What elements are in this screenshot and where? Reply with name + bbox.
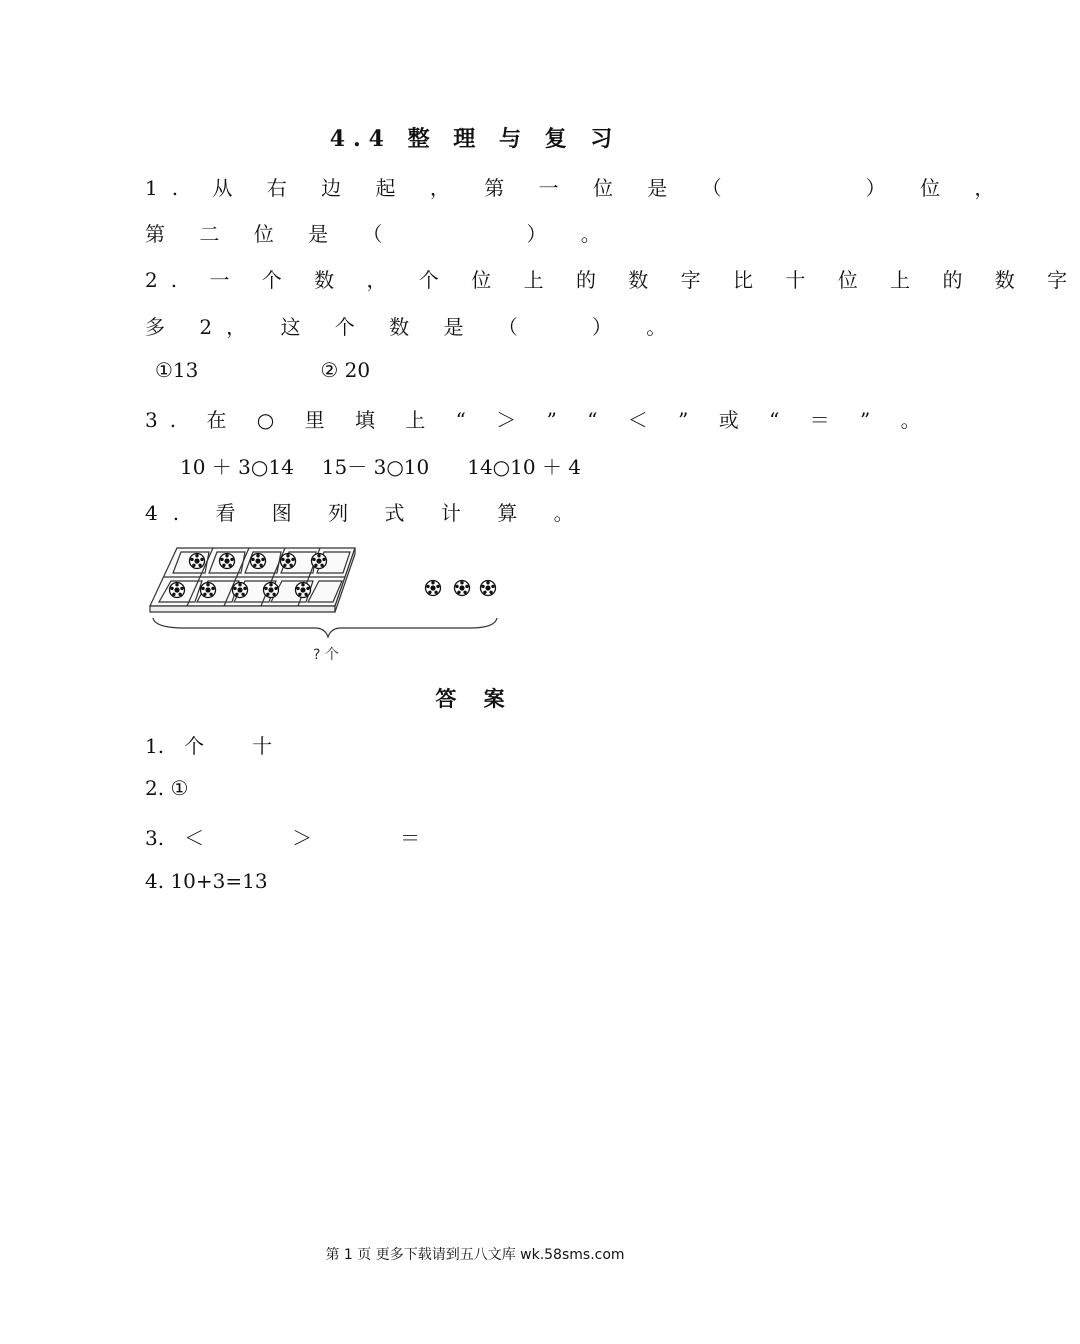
q1-line2-text: 第 二 位 是 （ <box>145 222 397 246</box>
answers-heading: 答 案 <box>435 686 515 711</box>
answer-3-v3: ＝ <box>400 826 421 850</box>
q2-options <box>155 358 805 382</box>
answer-1-prefix: 1. <box>145 734 165 758</box>
answer-1-v2: 十 <box>252 734 273 758</box>
q3-expr3: 14○10 ＋ 4 <box>467 455 582 479</box>
q2-option1: ①13 <box>155 358 199 382</box>
q1-line1-text: 1. 从 右 边 起 ， 第 一 位 是 （ <box>145 176 736 200</box>
q3-line1: 3. 在 ○ 里 填 上 “ ＞ ” “ ＜ ” 或 “ ＝ ” 。 <box>145 408 933 432</box>
curly-brace <box>153 618 497 637</box>
answer-2: 2. ① <box>145 776 189 800</box>
q2-line2-end: ） 。 <box>591 315 681 339</box>
loose-balls <box>426 581 496 596</box>
answer-1-v1: 个 <box>184 734 205 758</box>
page-title: 4.4 整 理 与 复 习 <box>329 126 621 152</box>
q1-line2-end: ） 。 <box>526 222 615 246</box>
figure-label: ? 个 <box>313 647 339 663</box>
q3-expressions <box>180 451 830 480</box>
q2-line2 <box>145 311 795 340</box>
q4-figure <box>145 540 515 670</box>
answer-3-v1: ＜ <box>184 826 205 850</box>
q1-line1 <box>145 172 1009 201</box>
answer-3-prefix: 3. <box>145 826 165 850</box>
answer-1 <box>145 730 795 759</box>
q2-line1: 2. 一 个 数 ， 个 位 上 的 数 字 比 十 位 上 的 数 字 <box>145 268 1080 292</box>
q1-line1-end: ） 位 ， <box>865 176 1009 200</box>
q2-option2: ② 20 <box>320 358 371 382</box>
q2-line2-text: 多 2， 这 个 数 是 （ <box>145 315 532 339</box>
q3-expr2: 15－ 3○10 <box>321 455 430 479</box>
q4-line1: 4. 看 图 列 式 计 算 。 <box>145 501 589 525</box>
q3-expr1: 10 ＋ 3○14 <box>180 455 294 479</box>
q1-line2 <box>145 218 795 247</box>
page-footer: 第 1 页 更多下载请到五八文库 wk.58sms.com <box>325 1247 625 1263</box>
answer-4: 4. 10+3=13 <box>145 869 268 893</box>
answer-3 <box>145 822 795 851</box>
answer-3-v2: ＞ <box>292 826 313 850</box>
